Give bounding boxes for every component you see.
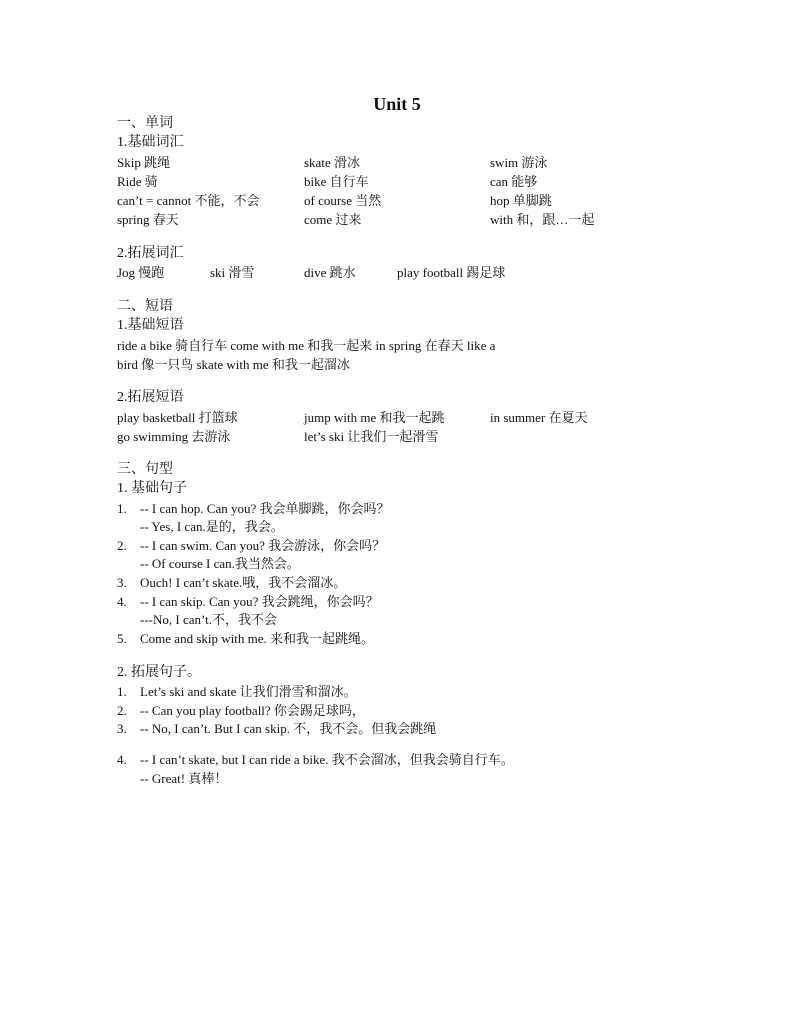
sentence-line: -- I can hop. Can you? 我会单脚跳，你会吗？	[140, 501, 390, 516]
vocab-item: skate 滑冰	[304, 155, 360, 170]
vocab-item: Skip 跳绳	[117, 155, 171, 170]
phrase-line: bird 像一只鸟 skate with me 和我一起溜冰	[117, 357, 350, 372]
section-2-heading: 二、短语	[117, 299, 173, 314]
sentence-line: Come and skip with me. 来和我一起跳绳。	[140, 631, 374, 646]
sentence-line: Let’s ski and skate 让我们滑雪和溜冰。	[140, 684, 357, 699]
ext-phrase-item: in summer 在夏天	[490, 410, 588, 425]
sentence-line: ---No, I can’t.不，我不会	[140, 612, 277, 627]
ext-phrase-heading: 2.拓展短语	[117, 390, 184, 405]
vocab-item: Ride 骑	[117, 174, 158, 189]
vocab-item: spring 春天	[117, 212, 179, 227]
sentence-number: 3.	[117, 575, 127, 590]
vocab-item: with 和，跟…一起	[490, 212, 595, 227]
phrase-line: ride a bike 骑自行车 come with me 和我一起来 in spring 在春天 like a	[117, 338, 496, 353]
ext-phrase-item: jump with me 和我一起跳	[304, 410, 445, 425]
ext-phrase-item: let’s ski 让我们一起滑雪	[304, 429, 439, 444]
ext-vocab-item: dive 跳水	[304, 265, 356, 280]
vocab-item: come 过来	[304, 212, 362, 227]
vocab-item: bike 自行车	[304, 174, 369, 189]
vocab-item: hop 单脚跳	[490, 193, 552, 208]
ext-vocab-item: Jog 慢跑	[117, 265, 165, 280]
ext-sentence-heading: 2. 拓展句子。	[117, 665, 201, 680]
sentence-line: -- I can swim. Can you? 我会游泳，你会吗？	[140, 538, 386, 553]
section-3-heading: 三、句型	[117, 462, 173, 477]
sentence-line: -- Yes, I can.是的，我会。	[140, 519, 284, 534]
page-title: Unit 5	[373, 94, 421, 114]
ext-vocab-item: play football 踢足球	[397, 265, 506, 280]
sentence-line: Ouch! I can’t skate.哦，我不会溜冰。	[140, 575, 347, 590]
vocab-item: can 能够	[490, 174, 538, 189]
vocab-item: can’t = cannot 不能，不会	[117, 193, 260, 208]
vocab-item: swim 游泳	[490, 155, 548, 170]
basic-sentence-heading: 1. 基础句子	[117, 481, 187, 496]
sentence-number: 2.	[117, 538, 127, 553]
sentence-number: 4.	[117, 752, 127, 767]
sentence-number: 3.	[117, 721, 127, 736]
basic-phrase-heading: 1.基础短语	[117, 318, 184, 333]
sentence-line: -- Great! 真棒！	[140, 771, 228, 786]
sentence-line: -- I can’t skate, but I can ride a bike. 我不会溜冰，但我会骑自行车。	[140, 752, 514, 767]
section-1-heading: 一、单词	[117, 116, 173, 131]
ext-vocab-item: ski 滑雪	[210, 265, 255, 280]
sentence-line: -- I can skip. Can you? 我会跳绳，你会吗？	[140, 594, 379, 609]
ext-phrase-item: play basketball 打篮球	[117, 410, 238, 425]
sentence-line: -- Of course I can.我当然会。	[140, 556, 300, 571]
sentence-number: 1.	[117, 684, 127, 699]
sentence-line: -- Can you play football? 你会踢足球吗，	[140, 703, 365, 718]
sentence-number: 5.	[117, 631, 127, 646]
ext-phrase-item: go swimming 去游泳	[117, 429, 231, 444]
basic-vocab-heading: 1.基础词汇	[117, 135, 184, 150]
sentence-number: 4.	[117, 594, 127, 609]
sentence-number: 1.	[117, 501, 127, 516]
ext-vocab-heading: 2.拓展词汇	[117, 246, 184, 261]
sentence-number: 2.	[117, 703, 127, 718]
vocab-item: of course 当然	[304, 193, 382, 208]
sentence-line: -- No, I can’t. But I can skip. 不，我不会。但我会跳绳	[140, 721, 437, 736]
